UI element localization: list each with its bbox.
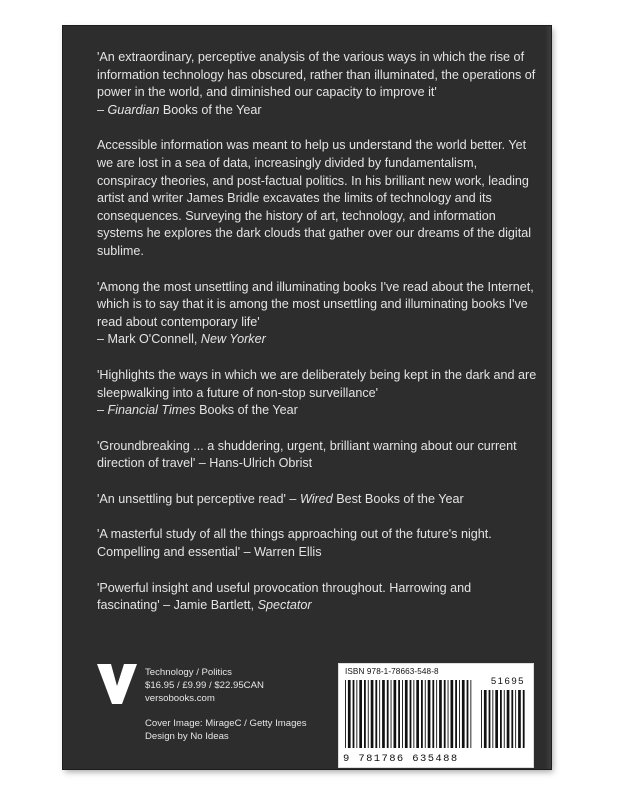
blurb-guardian [97, 49, 537, 119]
blurb-new-yorker [97, 279, 537, 349]
barcode-bar [425, 680, 426, 748]
book-back-cover [63, 26, 551, 769]
blurb-attribution [97, 102, 537, 120]
attr-source: Spectator [257, 598, 312, 613]
blurbs [97, 49, 537, 633]
blurb-quote: 'An unsettling but perceptive read' – [97, 491, 300, 506]
barcode-bar [470, 680, 471, 748]
barcode-bar [504, 690, 505, 748]
barcode-bar [436, 680, 437, 748]
credits [145, 717, 307, 743]
barcode-bar [428, 680, 431, 748]
cover-image-credit: Cover Image: MirageC / Getty Images [145, 718, 307, 729]
blurb-ellis: 'A masterful study of all the things approaching out of the future's night. Compelling and essential' – Warren Ellis [97, 527, 492, 560]
barcode-bar [439, 680, 442, 748]
blurb-financial-times [97, 367, 537, 420]
attr-source: Wired [299, 491, 333, 506]
barcode-bar [416, 680, 419, 748]
price-code: 51695 [490, 676, 525, 687]
blurb-obrist: 'Groundbreaking ... a shuddering, urgent, brilliant warning about our current direction of travel' – Hans-Ulrich Obrist [97, 438, 517, 471]
barcode-bar [511, 690, 513, 748]
barcode-bars [345, 680, 475, 748]
barcode-bar [451, 680, 454, 748]
barcode-bar [345, 680, 346, 748]
publisher-info [145, 666, 264, 705]
barcode-bar [421, 680, 423, 748]
barcode-bar [467, 680, 469, 748]
barcode-bar [462, 680, 465, 748]
barcode-bar [391, 680, 392, 748]
barcode-bar [500, 690, 502, 748]
barcode-bar [492, 690, 493, 748]
barcode-bar [410, 680, 412, 748]
barcode-bar [507, 690, 510, 748]
blurb-quote: 'An extraordinary, perceptive analysis of the various ways in which the rise of information technology has obscured, rather than illuminated, the operations of power in the world, and diminished our capacity to improve it' [97, 50, 536, 100]
barcode-bar [371, 680, 374, 748]
barcode-bar [455, 680, 457, 748]
barcode-bar [523, 690, 525, 748]
attr-source: Financial Times [107, 403, 196, 418]
barcode-bar [387, 680, 389, 748]
verso-logo-icon [97, 664, 137, 704]
barcode-bar [413, 680, 414, 748]
category: Technology / Politics [145, 667, 232, 678]
blurb-attribution [97, 402, 537, 420]
attr-prefix: – [97, 403, 108, 418]
barcode-bar [515, 690, 516, 748]
attr-source: Guardian [107, 102, 160, 117]
barcode-bar [379, 680, 380, 748]
barcode-bar [368, 680, 369, 748]
attr-source: New Yorker [200, 332, 266, 347]
barcode-bar [484, 690, 487, 748]
attr-prefix: – Mark O'Connell, [97, 332, 201, 347]
attr-suffix: Books of the Year [159, 102, 262, 117]
barcode-bar [402, 680, 403, 748]
barcode-bar [518, 690, 521, 748]
barcode-bar [382, 680, 385, 748]
barcode-bar [432, 680, 434, 748]
blurb-quote: 'Powerful insight and useful provocation throughout. Harrowing and fascinating' – Jamie Bartlett, [97, 580, 472, 613]
barcode-bar [364, 680, 366, 748]
design-credit: Design by No Ideas [145, 731, 229, 742]
barcode-bar [495, 690, 498, 748]
barcode [338, 663, 534, 768]
barcode-bar [353, 680, 355, 748]
barcode-bar [398, 680, 400, 748]
barcode-bar [359, 680, 362, 748]
barcode-bar [394, 680, 397, 748]
barcode-bar [405, 680, 408, 748]
blurb-quote: 'Among the most unsettling and illuminating books I've read about the Internet, which is to say that it is among the most unsettling and illuminating books I've read about contemporary life' [97, 279, 534, 329]
barcode-bar [481, 690, 482, 748]
blurb-quote: 'Highlights the ways in which we are deliberately being kept in the dark and are sleepwalking into a future of non-stop surveillance' [97, 367, 537, 400]
barcode-bar [356, 680, 357, 748]
attr-suffix: Best Books of the Year [332, 491, 464, 506]
barcode-bar [348, 680, 351, 748]
barcode-addon-bars [481, 690, 525, 748]
isbn: ISBN 978-1-78663-548-8 [345, 667, 439, 676]
blurb-wired [97, 491, 537, 509]
website: versobooks.com [145, 693, 215, 704]
attr-prefix: – [97, 102, 108, 117]
barcode-bar [459, 680, 460, 748]
blurb-spectator [97, 580, 537, 615]
barcode-bar [489, 690, 491, 748]
barcode-bar [444, 680, 446, 748]
barcode-bar [375, 680, 377, 748]
attr-suffix: Books of the Year [195, 403, 298, 418]
barcode-bar [448, 680, 449, 748]
blurb-attribution [97, 331, 537, 349]
barcode-digits: 9 781786 635488 [343, 753, 459, 765]
price: $16.95 / £9.99 / $22.95CAN [145, 680, 264, 691]
book-description: Accessible information was meant to help us understand the world better. Yet we are lost in a sea of data, increasingly divided by fundamentalism, conspiracy theories, and post-factual politics. In his brilliant new work, leading artist and writer James Bridle excavates the limits of technology and its consequences. Surveying the history of art, technology, and information systems he explores the dark clouds that gather over our dreams of the digital sublime. [97, 138, 532, 258]
